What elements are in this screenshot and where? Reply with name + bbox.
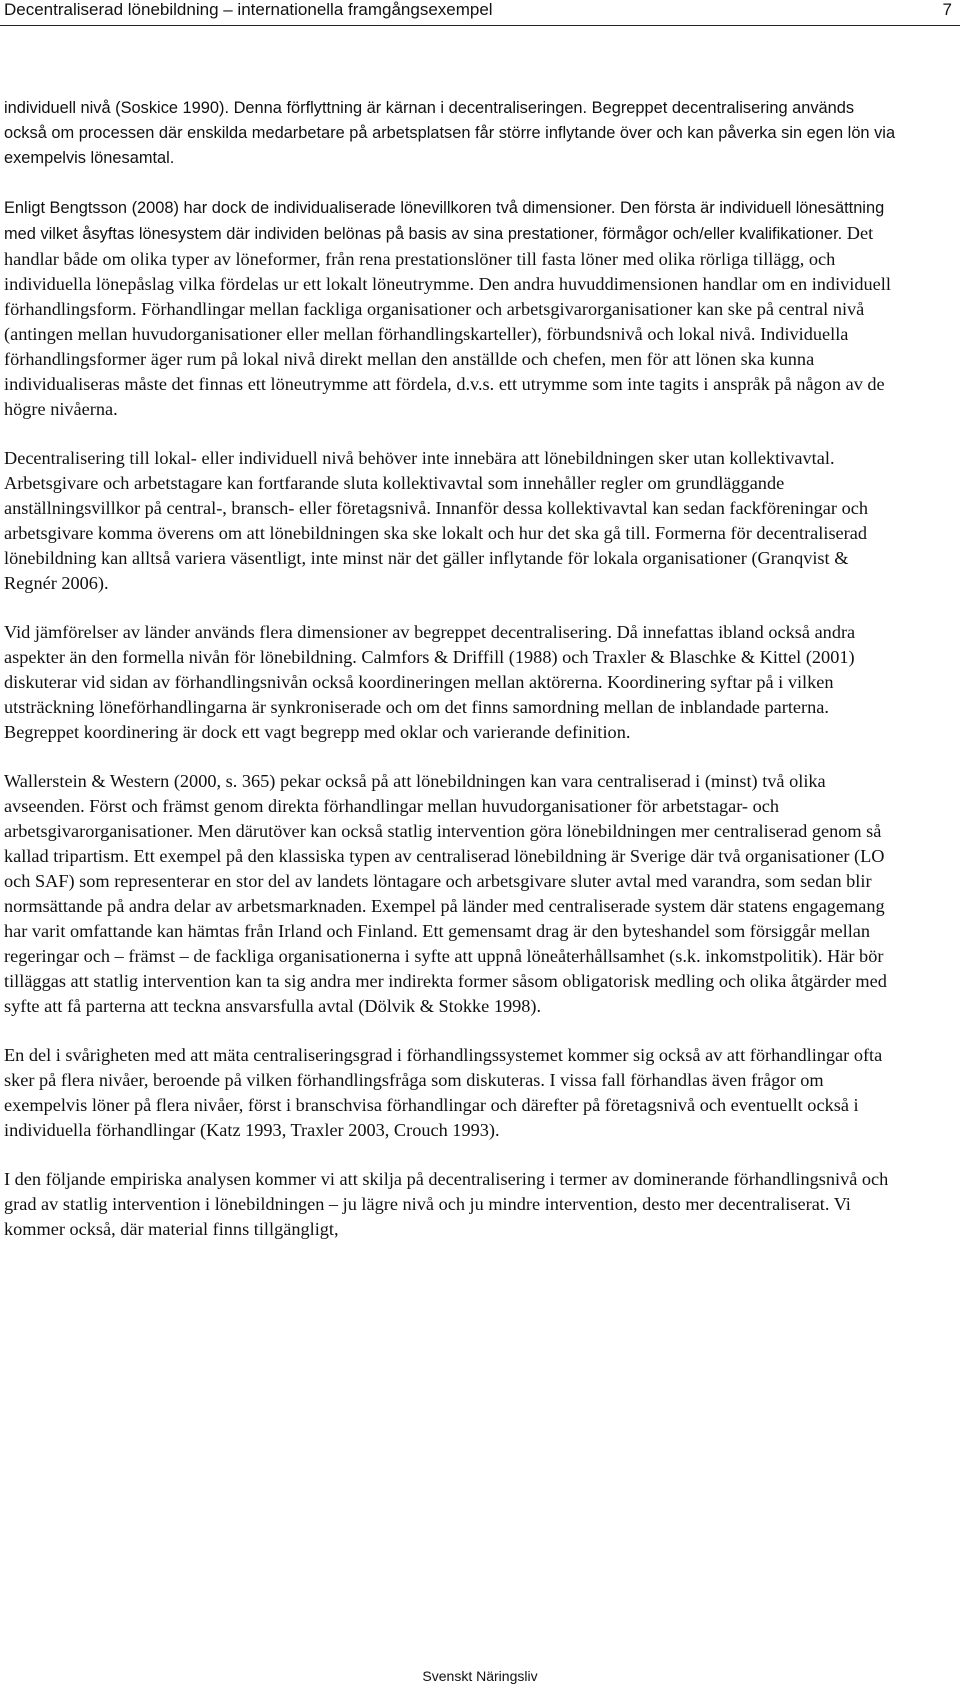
paragraph-3: Decentralisering till lokal- eller individuell nivå behöver inte innebära att lönebildningen sker utan kollektivavtal. Arbetsgivare och arbetstagare kan fortfarande sluta kollektivavtal som innehåller regler om grundläggande anställningsvillkor på central-, bransch- eller företagsnivå. Innanför dessa kollektivavtal kan sedan fackföreningar och arbetsgivare komma överens om att lönebildningen ska ske lokalt och hur det ska gå till. Formerna för decentraliserad lönebildning kan alltså variera väsentligt, inte minst när det gäller inflytande för lokala organisationer (Granqvist & Regnér 2006). (4, 448, 868, 593)
header-divider (0, 25, 960, 26)
paragraph-4: Vid jämförelser av länder används flera dimensioner av begreppet decentralisering. Då innefattas ibland också andra aspekter än den formella nivån för lönebildning. Calmfors & Driffill (1988) och Traxler & Blaschke & Kittel (2001) diskuterar vid sidan av förhandlingsnivån också koordineringen mellan aktörerna. Koordinering syftar på i vilken utsträckning löneförhandlingarna är synkroniserade och om det finns samordning mellan de inblandade parterna. Begreppet koordinering är dock ett vagt begrepp med oklar och varierande definition. (4, 622, 856, 742)
paragraph-1: individuell nivå (Soskice 1990). Denna förflyttning är kärnan i decentraliseringen. Begreppet decentralisering används också om processen där enskilda medarbetare på arbetsplatsen får större inflytande över och kan påverka sin egen lön via exempelvis lönesamtal. (4, 99, 896, 167)
paragraph-2 (4, 195, 896, 422)
paragraph-7: I den följande empiriska analysen kommer vi att skilja på decentralisering i termer av dominerande förhandlingsnivå och grad av statlig intervention i lönebildningen – ju lägre nivå och ju mindre intervention, desto mer decentraliserat. Vi kommer också, där material finns tillgängligt, (4, 1169, 889, 1239)
page-header (0, 0, 960, 36)
paragraph-2-first-dimension: Den första är individuell lönesättning med vilket åsyftas lönesystem där individen belönas på basis av sina prestationer, förmågor och/eller kvalifikationer. (4, 199, 885, 243)
paragraph-5: Wallerstein & Western (2000, s. 365) pekar också på att lönebildningen kan vara centraliserad i (minst) två olika avseenden. Först och främst genom direkta förhandlingar mellan huvudorganisationer för arbetstagar- och arbetsgivarorganisationer. Men därutöver kan också statlig intervention göra lönebildningen mer centraliserad genom så kallad tripartism. Ett exempel på den klassiska typen av centraliserad lönebildning är Sverige där två organisationer (LO och SAF) som representerar en stor del av landets löntagare och arbetsgivare sluter avtal med varandra, som sedan blir normsättande på andra delar av arbetsmarknaden. Exempel på länder med centraliserade system där statens engagemang har varit omfattande kan hämtas från Irland och Finland. Ett gemensamt drag är den byteshandel som försiggår mellan regeringar och – främst – de fackliga organisationerna i syfte att uppnå löneåterhållsamhet (s.k. inkomstpolitik). Här bör tilläggas att statlig intervention kan ta sig andra mer indirekta former såsom obligatorisk medling och olika åtgärder med syfte att få parterna att teckna ansvarsfulla avtal (Dölvik & Stokke 1998). (4, 771, 887, 1016)
document-body (4, 96, 896, 1266)
paragraph-2-intro: Enligt Bengtsson (2008) har dock de individualiserade lönevillkoren två dimensioner. (4, 199, 616, 217)
paragraph-6: En del i svårigheten med att mäta centraliseringsgrad i förhandlingssystemet kommer sig också av att förhandlingar ofta sker på flera nivåer, beroende på vilken förhandlingsfråga som diskuteras. I vissa fall förhandlas även frågor om exempelvis löner på flera nivåer, först i branschvisa förhandlingar och därefter på företagsnivå och eventuellt också i individuella förhandlingar (Katz 1993, Traxler 2003, Crouch 1993). (4, 1045, 883, 1140)
page-footer: Svenskt Näringsliv (422, 1668, 538, 1684)
page-number: 7 (942, 0, 952, 19)
paragraph-2-rest: Det handlar både om olika typer av löneformer, från rena prestationslöner till fasta löner med olika rörliga tillägg, och individuella lönepåslag vilka fördelas ur ett lokalt löneutrymme. Den andra huvuddimensionen handlar om en individuell förhandlingsform. Förhandlingar mellan fackliga organisationer och arbetsgivarorganisationer kan ske på central nivå (antingen mellan huvudorganisationer eller mellan förhandlingskarteller), förbundsnivå och lokal nivå. Individuella förhandlingsformer äger rum på lokal nivå direkt mellan den anställde och chefen, men för att lönen ska kunna individualiseras måste det finnas ett löneutrymme att fördela, d.v.s. ett utrymme som inte tagits i anspråk på någon av de högre nivåerna. (4, 223, 891, 419)
running-title: Decentraliserad lönebildning – internationella framgångsexempel (4, 0, 493, 19)
